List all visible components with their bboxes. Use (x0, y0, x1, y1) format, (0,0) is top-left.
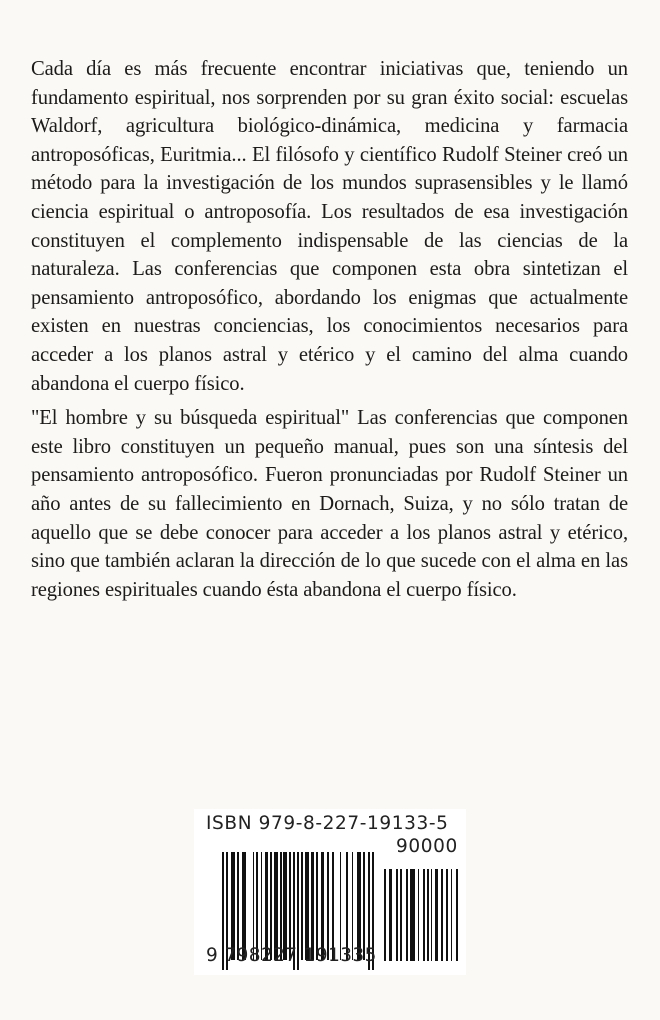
isbn-barcode (194, 809, 466, 975)
addon-bars (384, 869, 460, 961)
price-code: 90000 (396, 836, 458, 857)
description-paragraph-2: "El hombre y su búsqueda espiritual" Las conferencias que componen este libro constituyen un pequeño manual, pues son una síntesis del pensamiento antroposófico. Fueron pronunciadas por Rudolf Steiner un año antes de su fallecimiento en Dornach, Suiza, y no sólo tratan de aquello que se debe conocer para acceder a los planos astral y etérico, sino que también aclaran la dirección de lo que sucede con el alma en las regiones espirituales cuando ésta abandona el cuerpo físico. (31, 407, 628, 601)
description-paragraph-1: Cada día es más frecuente encontrar iniciativas que, teniendo un fundamento espiritual, nos sorprenden por su gran éxito social: escuelas Waldorf, agricultura biológico-dinámica, medicina y farmacia antroposóficas, Euritmia... El filósofo y científico Rudolf Steiner creó un método para la investigación de los mundos suprasensibles y le llamó ciencia espiritual o antroposofía. Los resultados de esa investigación constituyen el complemento indispensable de las ciencias de la naturaleza. Las conferencias que componen esta obra sintetizan el pensamiento antroposófico, abordando los enigmas que actualmente existen en nuestras conciencias, los conocimientos necesarios para acceder a los planos astral y etérico y el camino del alma cuando abandona el cuerpo físico. (31, 58, 628, 395)
isbn-label: ISBN 979-8-227-19133-5 (206, 813, 449, 834)
back-cover-description (31, 55, 628, 604)
ean-digits: 9 798227 191335 (206, 945, 377, 966)
